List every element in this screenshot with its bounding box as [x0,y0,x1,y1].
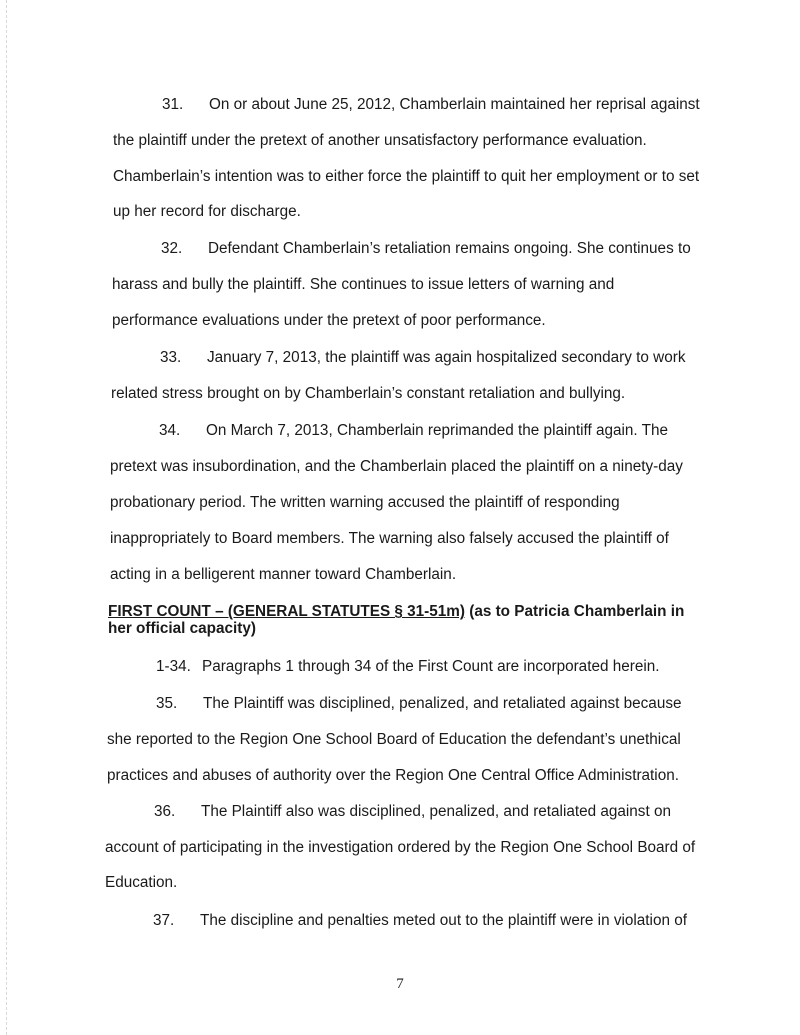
paragraph-line: practices and abuses of authority over the Region One Central Office Administration. [107,767,679,784]
paragraph-line: inappropriately to Board members. The warning also falsely accused the plaintiff of [110,530,669,547]
paragraph-number: 32. [161,240,183,257]
scan-edge [0,0,7,1035]
paragraph-number: 34. [159,422,181,439]
paragraph-line: Chamberlain’s intention was to either force the plaintiff to quit her employment or to set [113,168,700,185]
paragraph-number: 36. [154,803,176,820]
heading-underlined: FIRST COUNT – (GENERAL STATUTES § 31-51m) [108,603,465,620]
paragraph-line: related stress brought on by Chamberlain’s constant retaliation and bullying. [111,385,626,402]
paragraph-line: probationary period. The written warning accused the plaintiff of responding [110,494,620,511]
paragraph-line: Paragraphs 1 through 34 of the First Count are incorporated herein. [202,658,660,675]
paragraph-line: January 7, 2013, the plaintiff was again hospitalized secondary to work [207,349,686,366]
paragraph-line: account of participating in the investigation ordered by the Region One School Board of [105,839,696,856]
paragraph-number: 1-34. [156,658,191,675]
paragraph-line: On March 7, 2013, Chamberlain reprimanded the plaintiff again. The [206,422,669,439]
page-number: 7 [396,976,404,992]
paragraph-line: The discipline and penalties meted out to the plaintiff were in violation of [200,912,687,929]
paragraph-line: the plaintiff under the pretext of another unsatisfactory performance evaluation. [113,132,647,149]
paragraph-line: performance evaluations under the pretext of poor performance. [112,312,546,329]
paragraph-line: Education. [105,874,178,891]
paragraph-line: On or about June 25, 2012, Chamberlain maintained her reprisal against [209,96,700,113]
paragraph-line: up her record for discharge. [113,203,301,220]
paragraph-number: 37. [153,912,175,929]
heading-rest: (as to Patricia Chamberlain in [464,603,685,620]
paragraph-number: 33. [160,349,182,366]
paragraph-line: Defendant Chamberlain’s retaliation remains ongoing. She continues to [208,240,691,257]
paragraph-number: 35. [156,695,178,712]
paragraph-line: acting in a belligerent manner toward Chamberlain. [110,566,457,583]
paragraph-line: The Plaintiff also was disciplined, penalized, and retaliated against on [201,803,671,820]
paragraph-number: 31. [162,96,184,113]
heading-line-1 [108,603,684,620]
paragraph-line: she reported to the Region One School Board of Education the defendant’s unethical [107,731,681,748]
paragraph-line: harass and bully the plaintiff. She continues to issue letters of warning and [112,276,615,293]
paragraph-line: The Plaintiff was disciplined, penalized, and retaliated against because [203,695,682,712]
heading-line-2: her official capacity) [108,620,256,637]
paragraph-line: pretext was insubordination, and the Chamberlain placed the plaintiff on a ninety-day [110,458,683,475]
